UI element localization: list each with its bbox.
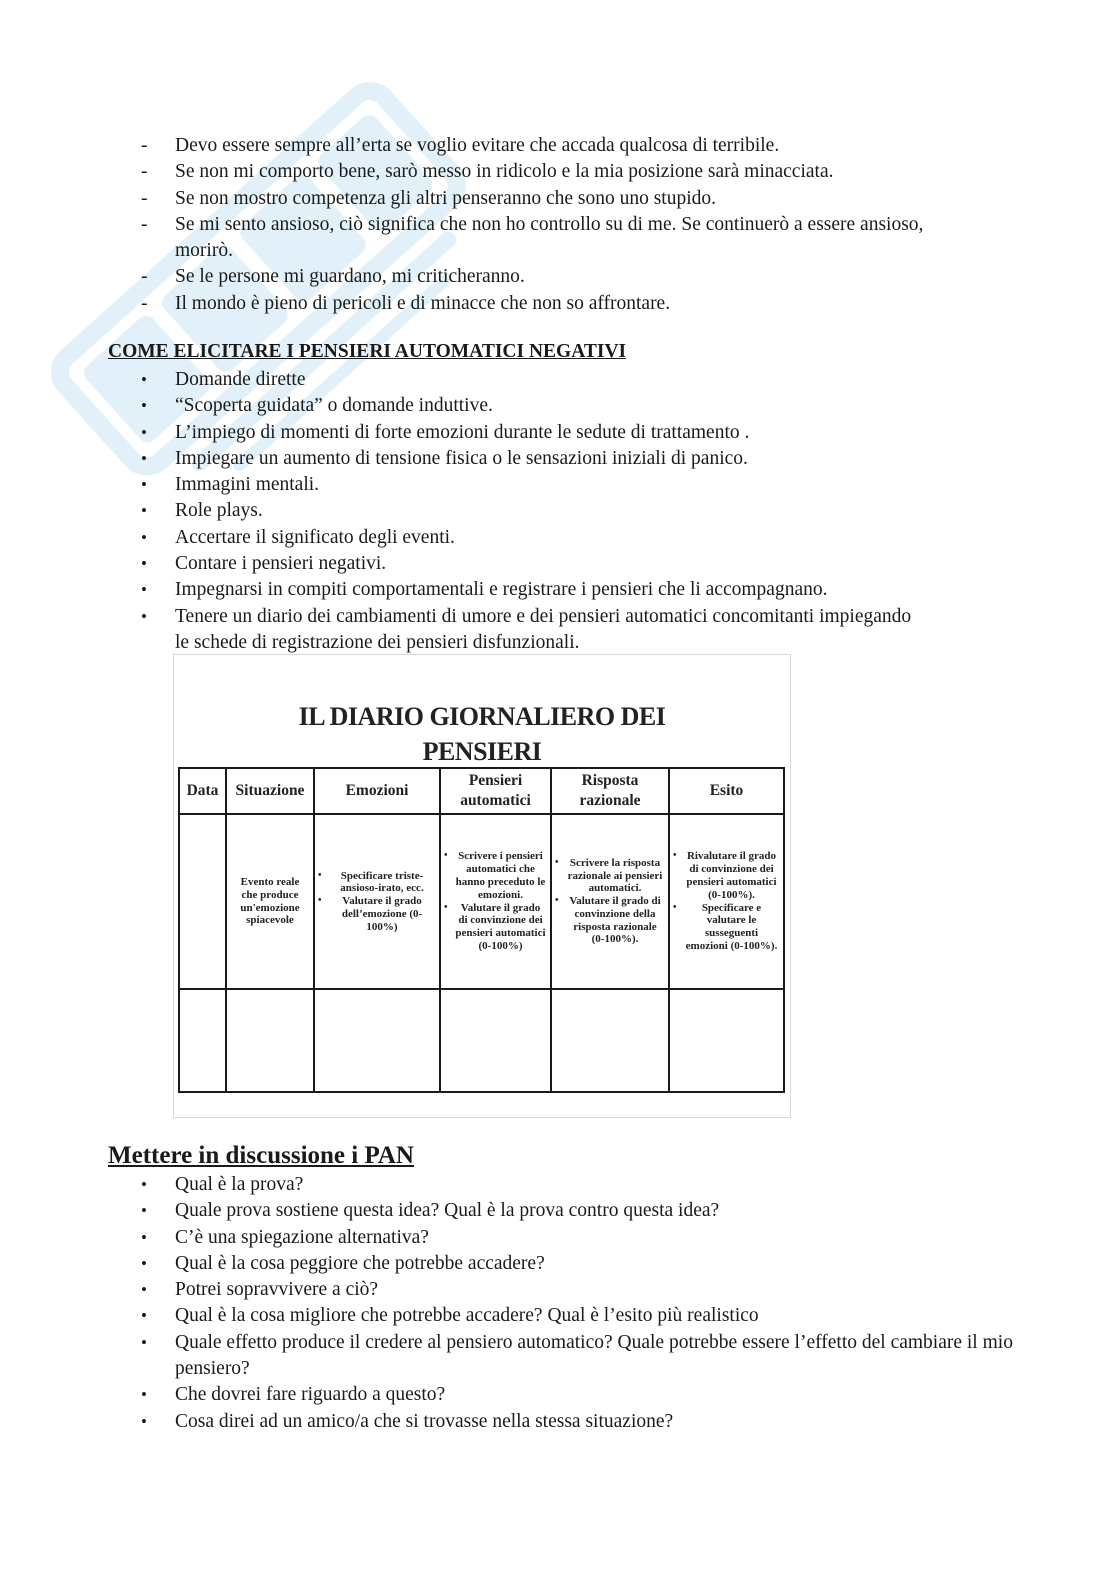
list-item-text: Immagini mentali. [175, 474, 320, 496]
list-item [0, 604, 1116, 657]
bullet-marker: • [141, 370, 147, 389]
list-item [0, 525, 1116, 551]
bullet-marker: • [141, 1332, 147, 1352]
list-item-text: Quale effetto produce il credere al pensiero automatico? Quale potrebbe essere l’effetto del cambiare il mio pensiero? [175, 1331, 1013, 1380]
list-item-text: Potrei sopravvivere a ciò? [175, 1279, 379, 1301]
bullet-marker: • [141, 554, 147, 574]
cell-list-item: • Rivalutare il grado di convinzione dei pensieri automatici (0-100%). [670, 850, 783, 901]
list-item [0, 212, 1116, 265]
cell-list [670, 850, 783, 952]
list-item-text: “Scoperta guidata” o domande induttive. [175, 395, 493, 417]
list-item [0, 393, 1116, 419]
list-item [0, 551, 1116, 577]
bullet-marker: • [141, 527, 147, 547]
bullet-marker: • [141, 606, 147, 626]
section-heading-pan: Mettere in discussione i PAN [108, 1142, 414, 1169]
table-row [179, 814, 784, 989]
dash-marker: - [141, 292, 148, 314]
dash-marker: - [141, 266, 148, 288]
list-item [0, 1251, 1116, 1277]
bullet-marker: • [141, 580, 147, 600]
section-heading-elicit: COME ELICITARE I PENSIERI AUTOMATICI NEGATIVI [108, 341, 627, 362]
header-esito: Esito [669, 768, 784, 814]
cell-list-item: • Valutare il grado di convinzione della risposta razionale (0-100%). [552, 895, 668, 946]
bullet-marker: • [141, 501, 147, 521]
dash-marker: - [141, 135, 148, 156]
cell-emozioni [314, 814, 440, 989]
list-item [0, 133, 1116, 159]
list-item [0, 186, 1116, 212]
diary-title-line: IL DIARIO GIORNALIERO DEI [298, 702, 666, 731]
list-item-text: Che dovrei fare riguardo a questo? [175, 1384, 446, 1406]
list-item-text: Se non mi comporto bene, sarò messo in ridicolo e la mia posizione sarà minacciata. [175, 161, 834, 183]
diary-title-line: PENSIERI [422, 737, 542, 766]
header-situazione: Situazione [226, 768, 314, 814]
list-item [0, 1172, 1116, 1198]
list-item-text: Accertare il significato degli eventi. [175, 526, 455, 548]
list-item [0, 446, 1116, 472]
empty-cell [314, 989, 440, 1092]
cell-list [441, 850, 550, 952]
pan-list [0, 1172, 1116, 1435]
list-item [0, 1198, 1116, 1224]
list-item-text: Qual è la cosa peggiore che potrebbe accadere? [175, 1252, 545, 1274]
list-item-text: Domande dirette [175, 369, 306, 390]
list-item-text: Cosa direi ad un amico/a che si trovasse nella stessa situazione? [175, 1410, 674, 1432]
empty-cell [179, 989, 226, 1092]
bullet-marker: • [141, 448, 147, 468]
list-item [0, 1330, 1116, 1383]
cell-list-item: • Valutare il grado dell’emozione (0-100%) [315, 895, 439, 933]
list-item [0, 472, 1116, 498]
list-item-text: Se mi sento ansioso, ciò significa che non ho controllo su di me. Se continuerò a essere ansioso, morirò. [175, 213, 924, 262]
empty-cell [669, 989, 784, 1092]
list-item-text: Role plays. [175, 500, 263, 522]
list-item [0, 577, 1116, 603]
list-item-text: C’è una spiegazione alternativa? [175, 1226, 429, 1248]
cell-list-item: • Scrivere i pensieri automatici che hanno preceduto le emozioni. [441, 850, 550, 901]
list-item-text: Impiegare un aumento di tensione fisica o le sensazioni iniziali di panico. [175, 447, 748, 469]
list-item [0, 159, 1116, 185]
bullet-marker: • [141, 1175, 147, 1194]
list-item-text: L’impiego di momenti di forte emozioni durante le sedute di trattamento . [175, 421, 750, 443]
bullet-marker: • [141, 1201, 147, 1221]
cell-list [315, 870, 439, 934]
list-item [0, 498, 1116, 524]
cell-list-item: • Valutare il grado di convinzione dei pensieri automatici (0-100%) [441, 902, 550, 953]
header-risposta: Risposta razionale [551, 768, 669, 814]
bullet-marker: • [141, 1385, 147, 1405]
list-item-text: Devo essere sempre all’erta se voglio evitare che accada qualcosa di terribile. [175, 135, 780, 156]
list-item-text: Se le persone mi guardano, mi criticheranno. [175, 266, 525, 288]
list-item [0, 367, 1116, 393]
list-item-text: Impegnarsi in compiti comportamentali e registrare i pensieri che li accompagnano. [175, 579, 828, 601]
table-row-empty [179, 989, 784, 1092]
dash-marker: - [141, 187, 148, 209]
header-pensieri: Pensieri automatici [440, 768, 551, 814]
list-item [0, 1225, 1116, 1251]
list-item [0, 1409, 1116, 1435]
list-item-text: Qual è la prova? [175, 1174, 304, 1195]
negative-beliefs-list [0, 133, 1116, 317]
bullet-marker: • [141, 1227, 147, 1247]
list-item [0, 291, 1116, 317]
list-item-text: Contare i pensieri negativi. [175, 553, 387, 575]
cell-list-item: • Specificare triste-ansioso-irato, ecc. [315, 870, 439, 896]
dash-marker: - [141, 161, 148, 183]
bullet-marker: • [141, 1253, 147, 1273]
bullet-marker: • [141, 1280, 147, 1300]
cell-pensieri [440, 814, 551, 989]
elicit-list [0, 367, 1116, 656]
cell-list-item: • Scrivere la risposta razionale ai pensieri automatici. [552, 857, 668, 895]
header-emozioni: Emozioni [314, 768, 440, 814]
bullet-marker: • [141, 422, 147, 442]
bullet-marker: • [141, 1306, 147, 1326]
list-item-text: Il mondo è pieno di pericoli e di minacce che non so affrontare. [175, 292, 671, 314]
cell-situazione [226, 814, 314, 989]
cell-esito [669, 814, 784, 989]
empty-cell [551, 989, 669, 1092]
dash-marker: - [141, 213, 148, 235]
list-item [0, 1303, 1116, 1329]
list-item-text: Qual è la cosa migliore che potrebbe accadere? Qual è l’esito più realistico [175, 1305, 759, 1327]
diary-figure [173, 654, 791, 1118]
bullet-marker: • [141, 475, 147, 495]
cell-data [179, 814, 226, 989]
list-item [0, 420, 1116, 446]
cell-list-item: • Specificare e valutare le susseguenti emozioni (0-100%). [670, 902, 783, 953]
list-item-text: Tenere un diario dei cambiamenti di umore e dei pensieri automatici concomitanti impiegando le schede di registrazione dei pensieri disfunzionali. [175, 605, 912, 653]
bullet-marker: • [141, 1411, 147, 1431]
list-item [0, 1382, 1116, 1408]
list-item [0, 1277, 1116, 1303]
table-header-row [179, 768, 784, 814]
empty-cell [440, 989, 551, 1092]
cell-list [552, 857, 668, 947]
diary-title [174, 699, 790, 769]
diary-table [178, 767, 785, 1093]
bullet-marker: • [141, 396, 147, 416]
list-item-text: Se non mostro competenza gli altri penseranno che sono uno stupido. [175, 187, 717, 209]
cell-text: Evento reale che produce un'emozione spiacevole [240, 875, 300, 927]
empty-cell [226, 989, 314, 1092]
header-data: Data [179, 768, 226, 814]
list-item [0, 264, 1116, 290]
cell-risposta [551, 814, 669, 989]
list-item-text: Quale prova sostiene questa idea? Qual è la prova contro questa idea? [175, 1200, 720, 1222]
